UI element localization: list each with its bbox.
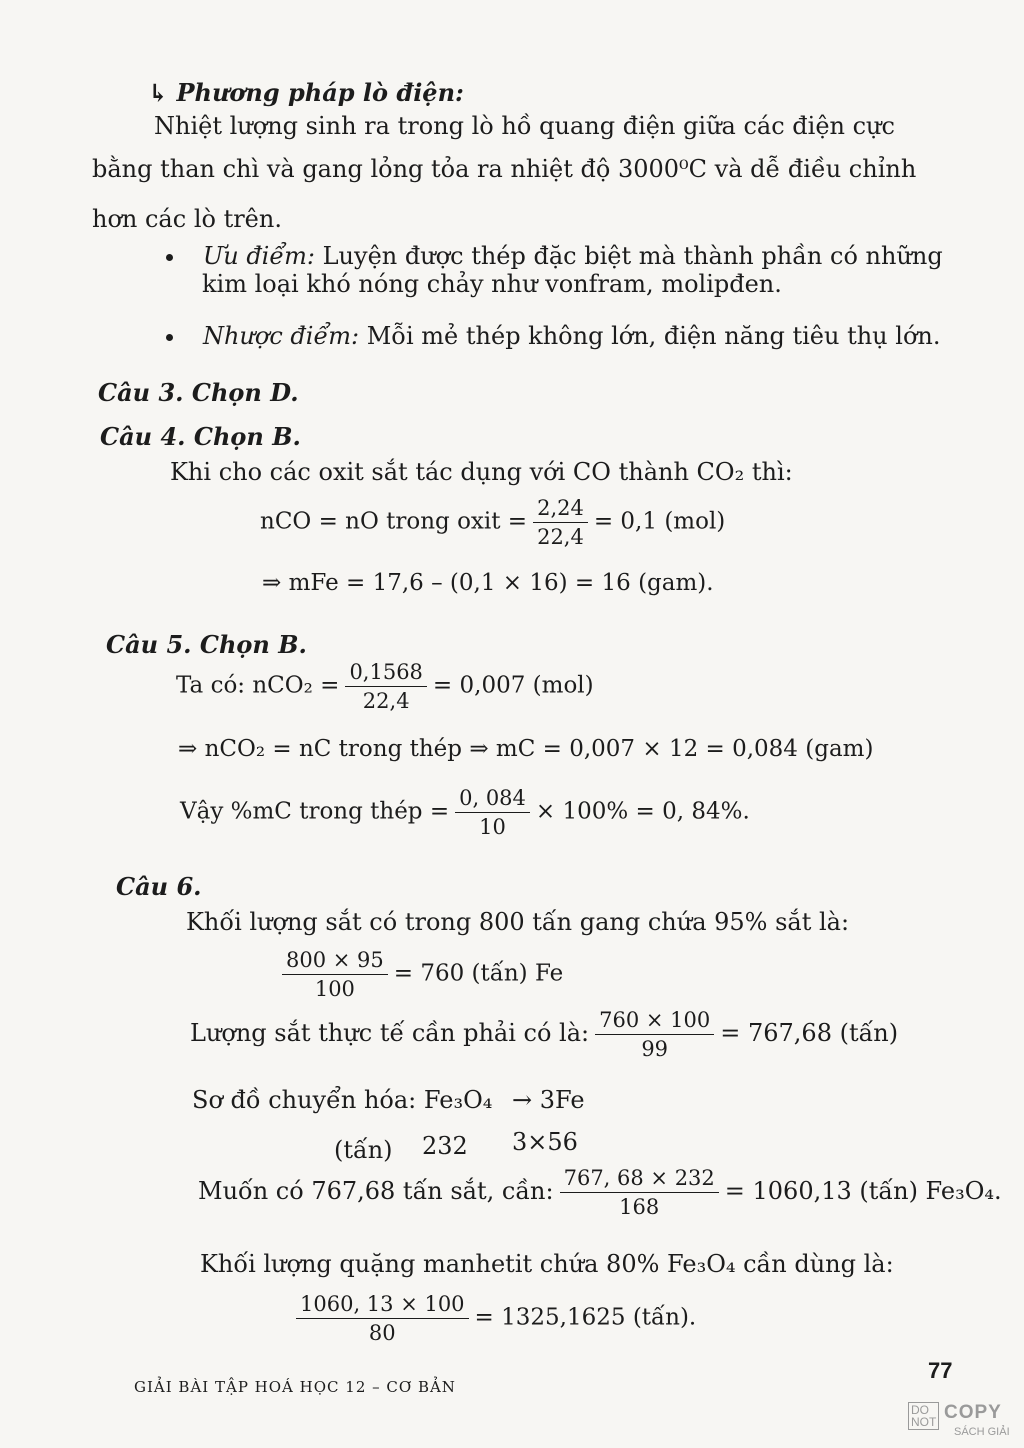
watermark-copy: COPY [944, 1402, 1002, 1423]
fraction-numerator: 2,24 [533, 496, 588, 523]
question-4-heading: Câu 4. Chọn B. [100, 422, 301, 451]
scheme-mass-reactant: 232 [422, 1132, 468, 1160]
scheme-unit: (tấn) [334, 1136, 393, 1164]
fraction [533, 496, 588, 549]
advantage-item [166, 242, 943, 270]
q6-f2-right: = 767,68 (tấn) [720, 1019, 899, 1047]
fraction-denominator: 22,4 [362, 689, 410, 713]
q4-eq1-right: = 0,1 (mol) [593, 508, 726, 535]
fraction [455, 786, 530, 839]
scheme-mass-product: 3×56 [512, 1128, 578, 1156]
page-number: 77 [928, 1358, 953, 1383]
scheme-label: Sơ đồ chuyển hóa: [192, 1086, 417, 1114]
q5-eq3-right: × 100% = 0, 84%. [535, 798, 750, 825]
watermark-not: NOT [911, 1415, 937, 1429]
q6-line-1: Khối lượng sắt có trong 800 tấn gang chứa 95% sắt là: [186, 908, 850, 936]
fraction-denominator: 22,4 [537, 525, 584, 549]
q6-line-2 [190, 1008, 898, 1061]
q5-eq3-left: Vậy %mC trong thép = [180, 798, 450, 825]
fraction-denominator: 168 [619, 1195, 660, 1219]
watermark-logo [908, 1400, 1016, 1446]
bullet-icon [166, 254, 173, 261]
q6-line-3-text: Muốn có 767,68 tấn sắt, cần: [198, 1177, 554, 1205]
fraction [282, 948, 388, 1001]
fraction [345, 660, 426, 713]
fraction-denominator: 100 [314, 977, 355, 1001]
fraction [595, 1008, 714, 1061]
advantage-text: Luyện được thép đặc biệt mà thành phần có những [322, 242, 943, 270]
q6-f4-right: = 1325,1625 (tấn). [474, 1304, 697, 1331]
watermark-do-not [908, 1402, 939, 1430]
disadvantage-text: Mỗi mẻ thép không lớn, điện năng tiêu thụ lớn. [366, 322, 941, 350]
q4-equation-1 [260, 496, 725, 549]
fraction-numerator: 0,1568 [345, 660, 426, 687]
reaction-arrow-icon: → [512, 1086, 533, 1114]
paragraph-line: hơn các lò trên. [92, 205, 282, 233]
q5-equation-1 [176, 660, 594, 713]
hook-arrow-icon: ↳ [148, 78, 169, 107]
scheme-reactant: Fe₃O₄ [423, 1086, 493, 1114]
fraction [296, 1292, 469, 1345]
disadvantage-item [166, 322, 940, 350]
q5-eq1-right: = 0,007 (mol) [432, 672, 594, 699]
paragraph-line: Nhiệt lượng sinh ra trong lò hồ quang điện giữa các điện cực [154, 112, 895, 140]
fraction-numerator: 0, 084 [455, 786, 530, 813]
q6-line-3 [198, 1166, 1002, 1219]
question-5-heading: Câu 5. Chọn B. [106, 630, 307, 659]
book-title-footer: GIẢI BÀI TẬP HOÁ HỌC 12 – CƠ BẢN [134, 1378, 456, 1396]
fraction [560, 1166, 719, 1219]
fraction-denominator: 10 [479, 815, 506, 839]
q5-equation-3 [180, 786, 750, 839]
paragraph-line: bằng than chì và gang lỏng tỏa ra nhiệt độ 3000⁰C và dễ điều chỉnh [92, 155, 917, 183]
q6-f1-right: = 760 (tấn) Fe [393, 960, 564, 987]
q4-intro: Khi cho các oxit sắt tác dụng với CO thành CO₂ thì: [170, 458, 793, 486]
fraction-numerator: 800 × 95 [282, 948, 388, 975]
q5-equation-2: ⇒ nCO₂ = nC trong thép ⇒ mC = 0,007 × 12 = 0,084 (gam) [178, 736, 874, 762]
q6-scheme [192, 1086, 585, 1114]
fraction-numerator: 767, 68 × 232 [560, 1166, 719, 1193]
question-3-heading: Câu 3. Chọn D. [98, 378, 299, 407]
section-title: Phương pháp lò điện: [176, 78, 464, 107]
q6-f3-right: = 1060,13 (tấn) Fe₃O₄. [724, 1177, 1002, 1205]
watermark-do: DO [911, 1403, 929, 1417]
disadvantage-label: Nhược điểm: [203, 322, 360, 350]
q5-eq1-left: Ta có: nCO₂ = [176, 672, 340, 699]
question-6-heading: Câu 6. [116, 872, 202, 901]
scheme-product: 3Fe [539, 1086, 585, 1114]
q6-formula-1 [276, 948, 563, 1001]
q4-equation-2: ⇒ mFe = 17,6 – (0,1 × 16) = 16 (gam). [262, 570, 714, 596]
q4-eq1-left: nCO = nO trong oxit = [260, 508, 528, 535]
q6-line-4: Khối lượng quặng manhetit chứa 80% Fe₃O₄ cần dùng là: [200, 1250, 894, 1278]
section-heading [148, 78, 464, 107]
watermark-brand: SÁCH GIẢI [954, 1426, 1010, 1438]
advantage-text-cont: kim loại khó nóng chảy như vonfram, molipđen. [202, 270, 782, 298]
fraction-denominator: 99 [641, 1037, 669, 1061]
q6-line-2-text: Lượng sắt thực tế cần phải có là: [190, 1019, 590, 1047]
fraction-numerator: 1060, 13 × 100 [296, 1292, 469, 1319]
bullet-icon [166, 334, 173, 341]
fraction-numerator: 760 × 100 [595, 1008, 714, 1035]
advantage-label: Ưu điểm: [203, 242, 315, 270]
fraction-denominator: 80 [368, 1321, 396, 1345]
q6-formula-4 [290, 1292, 696, 1345]
